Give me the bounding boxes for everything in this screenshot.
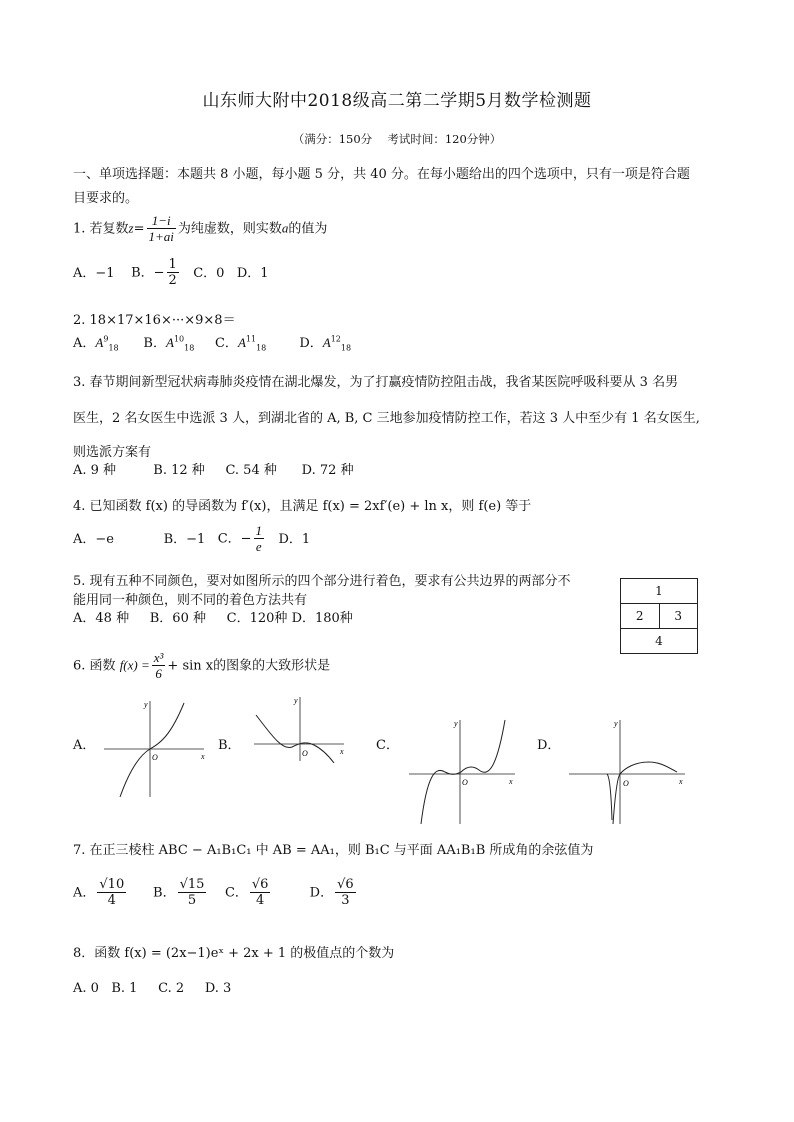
question-5-line2: 能用同一种颜色，则不同的着色方法共有	[73, 593, 308, 608]
question-2-options	[73, 334, 351, 352]
region-1: 1	[621, 579, 698, 604]
q3-option-a[interactable]: A. 9 种	[73, 463, 117, 478]
exam-info: （满分：150分 考试时间：120分钟）	[292, 132, 502, 146]
svg-text:O: O	[623, 779, 629, 788]
svg-text:x: x	[201, 752, 205, 761]
q7-option-a[interactable]: A． $\frac{√10}{4}$	[73, 877, 125, 908]
svg-text:O: O	[152, 753, 158, 762]
q6-graph-d	[565, 716, 690, 826]
region-2: 2	[621, 604, 660, 629]
q5-option-a[interactable]: A．48 种	[73, 611, 130, 626]
q6-option-d[interactable]: D．	[537, 738, 561, 753]
q6-graph-c	[405, 716, 520, 826]
svg-text:y: y	[454, 719, 458, 728]
svg-text:x: x	[509, 777, 513, 786]
q5-option-c[interactable]: C．120种	[226, 611, 288, 626]
q8-option-c[interactable]: C. 2	[158, 981, 185, 996]
svg-text:y: y	[144, 700, 148, 709]
q6-option-c[interactable]: C．	[376, 738, 399, 753]
question-3-line1: 3. 春节期间新型冠状病毒肺炎疫情在湖北爆发，为了打赢疫情防控阻击战，我省某医院呼吸科要从 3 名男	[73, 375, 679, 390]
q4-option-c[interactable]: C．− $\frac{1}{e}$	[217, 523, 263, 554]
region-3: 3	[659, 604, 698, 629]
svg-text:O: O	[302, 749, 308, 758]
region-4: 4	[621, 629, 698, 654]
svg-text:O: O	[462, 778, 468, 787]
q4-option-b[interactable]: B．−1	[163, 531, 206, 547]
q8-option-b[interactable]: B. 1	[111, 981, 138, 996]
q1-option-b[interactable]: B．− $\frac{1}{2}$	[131, 257, 177, 288]
coloring-figure	[620, 578, 698, 654]
svg-text:y: y	[614, 719, 618, 728]
q7-option-c[interactable]: C． $\frac{√6}{4}$	[224, 877, 269, 908]
q8-option-a[interactable]: A. 0	[73, 981, 99, 996]
question-6-stem: 6. 函数 f(x) = $\frac{\text{x³}}{6}$ + sin x的图象的大致形状是	[73, 650, 331, 681]
q1-option-a[interactable]: A．−1	[73, 265, 115, 281]
q3-option-b[interactable]: B. 12 种	[153, 463, 205, 478]
question-5-line1: 5. 现有五种不同颜色，要对如图所示的四个部分进行着色，要求有公共边界的两部分不	[73, 574, 571, 589]
svg-text:x: x	[679, 777, 683, 786]
question-8-options	[73, 980, 231, 997]
svg-text:y: y	[294, 696, 298, 705]
q5-option-b[interactable]: B．60 种	[149, 611, 206, 626]
q4-option-d[interactable]: D．1	[278, 531, 311, 547]
question-3-line2: 医生，2 名女医生中选派 3 人，到湖北省的 A, B, C 三地参加疫情防控工作，若这 3 人中至少有 1 名女医生,	[73, 411, 700, 426]
svg-text:x: x	[340, 747, 344, 756]
q2-option-d[interactable]: D．$A^{12}_{18}$	[299, 334, 352, 353]
q1-option-c[interactable]: C．0	[193, 265, 225, 281]
page-title: 山东师大附中2018级高二第二学期5月数学检测题	[202, 91, 592, 111]
q4-option-a[interactable]: A．−e	[73, 531, 114, 547]
section-intro-line1: 一、单项选择题：本题共 8 小题，每小题 5 分，共 40 分。在每小题给出的四个选项中，只有一项是符合题	[73, 167, 690, 182]
q8-option-d[interactable]: D. 3	[204, 981, 232, 996]
q1-fraction: $\frac{1-i}{1+ai}$	[148, 213, 174, 244]
question-7-stem: 7. 在正三棱柱 ABC − A₁B₁C₁ 中 AB = AA₁，则 B₁C 与平面 AA₁B₁B 所成角的余弦值为	[73, 843, 594, 858]
question-7-options	[73, 878, 358, 908]
question-1-stem: 1. 若复数z= $\frac{1-i}{1+ai}$ 为纯虚数，则实数a的值为	[73, 213, 328, 244]
q6-graph-b	[250, 693, 350, 763]
question-3-options	[73, 462, 354, 479]
q7-option-b[interactable]: B． $\frac{√15}{5}$	[153, 877, 205, 908]
q6-graph-a	[100, 697, 210, 802]
q2-option-a[interactable]: A．$A^9_{18}$	[73, 334, 119, 353]
q3-option-c[interactable]: C. 54 种	[225, 463, 277, 478]
question-8-stem: 8．函数 f(x) = (2x−1)eˣ + 2x + 1 的极值点的个数为	[73, 946, 395, 961]
q2-option-c[interactable]: C．$A^{11}_{18}$	[214, 334, 267, 353]
q5-option-d[interactable]: D．180种	[291, 611, 353, 626]
question-5-options	[73, 610, 353, 627]
section-intro-line2: 目要求的。	[73, 191, 139, 206]
q6-option-b[interactable]: B．	[218, 738, 241, 753]
q7-option-d[interactable]: D． $\frac{√6}{3}$	[309, 877, 354, 908]
question-1-options	[73, 258, 269, 288]
question-4-options	[73, 524, 310, 554]
q2-option-b[interactable]: B．$A^{10}_{18}$	[143, 334, 195, 353]
question-2-stem: 2. 18×17×16×···×9×8＝	[73, 313, 236, 328]
q6-option-a[interactable]: A．	[73, 738, 96, 753]
q1-option-d[interactable]: D．1	[236, 265, 269, 281]
question-4-stem: 4. 已知函数 f(x) 的导函数为 f′(x)，且满足 f(x) = 2xf′(e) + ln x，则 f(e) 等于	[73, 499, 532, 514]
question-3-line3: 则选派方案有	[73, 445, 152, 460]
q3-option-d[interactable]: D. 72 种	[301, 463, 354, 478]
